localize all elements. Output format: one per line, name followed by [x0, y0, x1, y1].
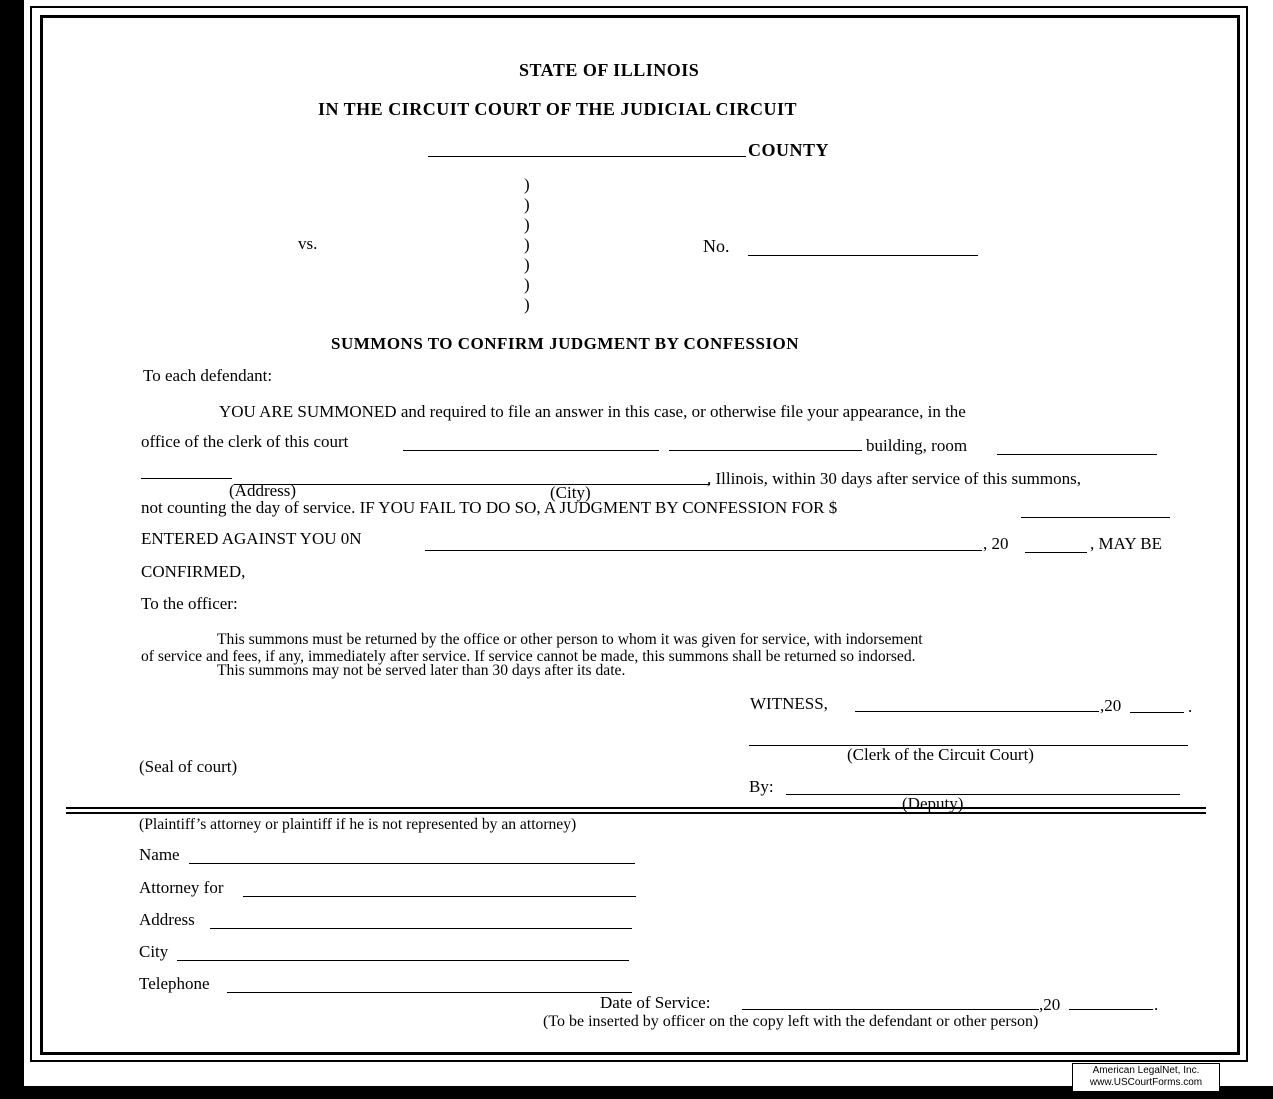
case-number-blank[interactable]: [748, 255, 978, 256]
address-label: Address: [139, 910, 195, 929]
address-blank-1[interactable]: [141, 478, 232, 479]
attorney-for-label: Attorney for: [139, 878, 224, 897]
county-label: COUNTY: [748, 140, 830, 160]
caption-paren: ): [524, 175, 530, 194]
entered-against-text: ENTERED AGAINST YOU 0N: [141, 529, 362, 548]
address-blank-2[interactable]: [234, 484, 710, 485]
court-heading: IN THE CIRCUIT COURT OF THE JUDICIAL CIRCUIT: [318, 99, 797, 119]
room-blank[interactable]: [997, 454, 1157, 455]
may-be-text: , MAY BE: [1090, 534, 1162, 553]
state-heading: STATE OF ILLINOIS: [519, 60, 700, 80]
address-blank[interactable]: [210, 928, 632, 929]
witness-label: WITNESS,: [750, 694, 828, 713]
clerk-office-text: office of the clerk of this court: [141, 432, 349, 451]
publisher-url: www.USCourtForms.com: [1089, 1077, 1203, 1088]
officer-instruction-2: of service and fees, if any, immediately after service. If service cannot be made, this summons shall be returned so indorsed.: [141, 648, 916, 665]
illinois-text: , Illinois, within 30 days after service of this summons,: [707, 469, 1081, 488]
name-blank[interactable]: [189, 863, 635, 864]
deputy-signature-line[interactable]: [786, 794, 1180, 795]
address-caption: (Address): [229, 481, 297, 500]
seal-of-court: (Seal of court): [139, 757, 238, 776]
attorney-heading: (Plaintiff’s attorney or plaintiff if he is not represented by an attorney): [139, 816, 577, 833]
service-year-text: ,20: [1039, 995, 1061, 1014]
entered-year-blank[interactable]: [1025, 552, 1087, 553]
deputy-caption: (Deputy): [902, 794, 964, 813]
witness-blank[interactable]: [855, 711, 1099, 712]
building-blank[interactable]: [669, 450, 862, 451]
caption-paren: ): [524, 195, 530, 214]
city-blank[interactable]: [177, 960, 629, 961]
service-note: (To be inserted by officer on the copy left with the defendant or other person): [543, 1013, 1039, 1030]
judgment-amount-blank[interactable]: [1021, 517, 1170, 518]
summoned-text: YOU ARE SUMMONED and required to file an answer in this case, or otherwise file your appearance, in the: [219, 402, 966, 421]
confirmed-text: CONFIRMED,: [141, 562, 246, 581]
telephone-blank[interactable]: [227, 992, 632, 993]
witness-period: .: [1188, 697, 1193, 716]
caption-paren: ): [524, 275, 530, 294]
clerk-office-blank[interactable]: [403, 450, 659, 451]
service-period: .: [1154, 995, 1159, 1014]
attorney-for-blank[interactable]: [243, 896, 636, 897]
document-title: SUMMONS TO CONFIRM JUDGMENT BY CONFESSION: [331, 334, 800, 353]
section-divider: [66, 807, 1206, 814]
case-no-label: No.: [703, 236, 730, 256]
witness-year-blank[interactable]: [1130, 712, 1184, 713]
scan-edge-left: [0, 0, 24, 1099]
to-defendant: To each defendant:: [143, 366, 273, 385]
entered-year-text: , 20: [983, 534, 1009, 553]
publisher-stamp: [1072, 1063, 1220, 1092]
caption-paren: ): [524, 295, 530, 314]
date-of-service-label: Date of Service:: [600, 993, 711, 1012]
clerk-caption: (Clerk of the Circuit Court): [847, 745, 1034, 764]
witness-year-text: ,20: [1100, 696, 1122, 715]
officer-instruction-3: This summons may not be served later than 30 days after its date.: [217, 662, 626, 679]
caption-paren: ): [524, 215, 530, 234]
vs-label: vs.: [298, 234, 318, 253]
county-blank[interactable]: [428, 156, 746, 157]
officer-instruction-1: This summons must be returned by the office or other person to whom it was given for service, with indorsement: [217, 631, 923, 648]
service-date-blank[interactable]: [742, 1009, 1039, 1010]
building-room-label: building, room: [866, 436, 968, 455]
caption-paren: ): [524, 235, 530, 254]
publisher-name: American LegalNet, Inc.: [1092, 1065, 1200, 1076]
name-label: Name: [139, 845, 180, 864]
telephone-label: Telephone: [139, 974, 210, 993]
caption-paren: ): [524, 255, 530, 274]
to-officer: To the officer:: [141, 594, 238, 613]
judgment-amount-text: not counting the day of service. IF YOU FAIL TO DO SO, A JUDGMENT BY CONFESSION FOR $: [141, 498, 838, 517]
city-caption: (City): [550, 483, 591, 502]
by-label: By:: [749, 777, 774, 796]
entered-date-blank[interactable]: [425, 550, 982, 551]
service-year-blank[interactable]: [1069, 1009, 1153, 1010]
city-label: City: [139, 942, 169, 961]
